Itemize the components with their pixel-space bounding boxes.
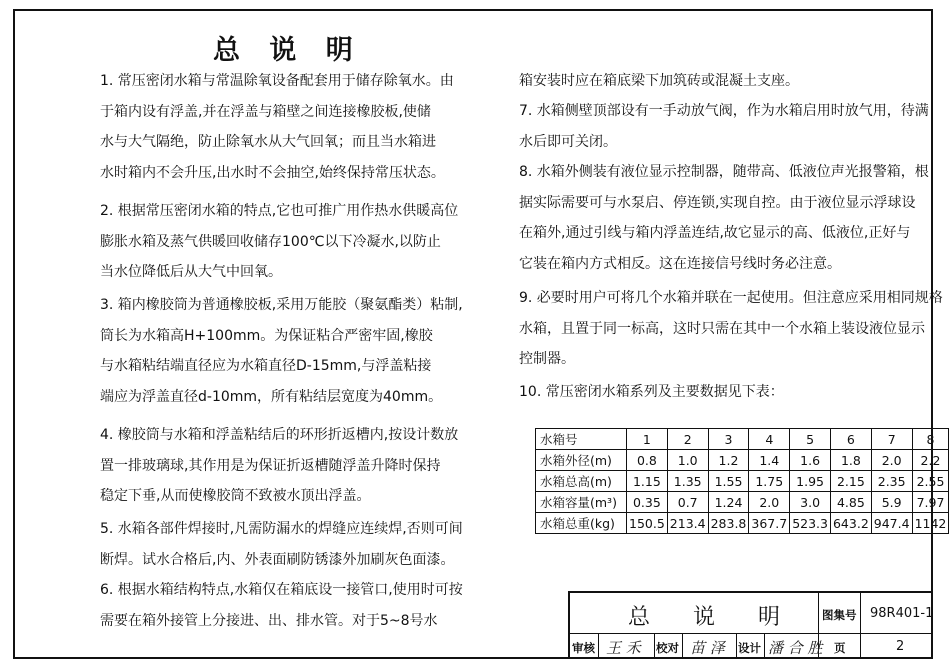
title-block-divider <box>598 634 599 659</box>
table-cell: 947.4 <box>871 513 912 534</box>
spec-table <box>535 428 949 534</box>
note-paragraph <box>100 420 458 512</box>
note-line: 在箱外,通过引线与箱内浮盖连结,故它显示的高、低液位,正好与 <box>519 225 911 241</box>
note-line: 7. 水箱侧壁顶部设有一手动放气阀，作为水箱启用时放气用，待满 <box>519 103 929 119</box>
table-cell: 0.8 <box>627 450 668 471</box>
note-line: 4. 橡胶筒与水箱和浮盖粘结后的环形折返槽内,按设计数放 <box>100 427 459 443</box>
table-header-row <box>536 429 949 450</box>
check-signature: 苗 泽 <box>690 639 725 657</box>
note-line: 据实际需要可与水泵启、停连锁,实现自控。由于液位显示浮球设 <box>519 194 916 211</box>
title-block-divider <box>736 634 737 659</box>
note-line: 它装在箱内方式相反。这在连接信号线时务必注意。 <box>519 255 841 272</box>
note-line: 水时箱内不会升压,出水时不会抽空,始终保持常压状态。 <box>100 164 445 181</box>
atlas-number: 98R401-1 <box>870 606 934 621</box>
table-row-label: 水箱外径(m) <box>536 450 627 471</box>
table-cell: 7.97 <box>912 492 949 513</box>
table-col-header: 7 <box>871 429 912 450</box>
table-cell: 2.55 <box>912 471 949 492</box>
table-cell: 2.0 <box>871 450 912 471</box>
table-col-header: 8 <box>912 429 949 450</box>
note-line: 3. 箱内橡胶筒为普通橡胶板,采用万能胶（聚氨酯类）粘制, <box>100 297 463 313</box>
table-cell: 1.75 <box>749 471 790 492</box>
check-label: 校对 <box>656 641 679 655</box>
page-label: 页 <box>834 641 846 655</box>
note-line: 端应为浮盖直径d-10mm，所有粘结层宽度为40mm。 <box>100 388 443 405</box>
table-cell: 283.8 <box>708 513 749 534</box>
note-line: 当水位降低后从大气中回氧。 <box>100 264 282 280</box>
table-cell: 367.7 <box>749 513 790 534</box>
title-block-divider <box>860 593 861 659</box>
table-cell: 4.85 <box>830 492 871 513</box>
note-line: 5. 水箱各部件焊接时,凡需防漏水的焊缝应连续焊,否则可间 <box>100 521 463 537</box>
note-line: 膨胀水箱及蒸气供暖回收储存100℃以下冷凝水,以防止 <box>100 233 441 250</box>
table-col-header: 2 <box>667 429 708 450</box>
table-cell: 150.5 <box>627 513 668 534</box>
title-block-divider <box>570 633 933 634</box>
design-signature: 潘 合 胜 <box>768 639 823 657</box>
note-line: 需要在箱外接管上分接进、出、排水管。对于5~8号水 <box>100 612 438 629</box>
note-paragraph <box>100 196 458 288</box>
title-block-divider <box>654 634 655 659</box>
table-cell: 1.55 <box>708 471 749 492</box>
note-line: 6. 根据水箱结构特点,水箱仅在箱底设一接管口,使用时可按 <box>100 582 463 598</box>
table-cell: 1.95 <box>790 471 831 492</box>
table-col-header: 6 <box>830 429 871 450</box>
table-row-label: 水箱总重(kg) <box>536 513 627 534</box>
table-row <box>536 513 949 534</box>
note-paragraph <box>519 283 943 375</box>
note-line: 水后即可关闭。 <box>519 133 617 150</box>
note-line: 9. 必要时用户可将几个水箱并联在一起使用。但注意应采用相同规格 <box>519 290 943 306</box>
note-line: 1. 常压密闭水箱与常温除氧设备配套用于储存除氧水。由 <box>100 73 454 89</box>
note-paragraph <box>100 290 463 412</box>
table-cell: 523.3 <box>790 513 831 534</box>
table-row <box>536 471 949 492</box>
table-cell: 213.4 <box>667 513 708 534</box>
table-cell: 1.2 <box>708 450 749 471</box>
note-paragraph <box>519 377 784 408</box>
note-paragraph <box>100 514 463 575</box>
note-line: 箱安装时应在箱底梁下加筑砖或混凝土支座。 <box>519 73 799 89</box>
table-col-header: 5 <box>790 429 831 450</box>
note-line: 置一排玻璃球,其作用是为保证折返槽随浮盖升降时保持 <box>100 457 441 474</box>
design-label: 设计 <box>738 641 761 655</box>
table-cell: 2.15 <box>830 471 871 492</box>
note-line: 筒长为水箱高H+100mm。为保证粘合严密牢固,橡胶 <box>100 327 433 344</box>
table-cell: 0.35 <box>627 492 668 513</box>
title-block-divider <box>682 634 683 659</box>
table-cell: 2.0 <box>749 492 790 513</box>
table-col-header: 1 <box>627 429 668 450</box>
note-paragraph <box>519 96 929 157</box>
note-line: 水箱，且置于同一标高，这时只需在其中一个水箱上装设液位显示 <box>519 320 925 337</box>
note-line: 10. 常压密闭水箱系列及主要数据见下表： <box>519 384 784 400</box>
table-cell: 2.2 <box>912 450 949 471</box>
note-line: 与水箱粘结端直径应为水箱直径D-15mm,与浮盖粘接 <box>100 358 432 374</box>
note-paragraph <box>519 157 929 279</box>
table-cell: 1.0 <box>667 450 708 471</box>
table-cell: 1.24 <box>708 492 749 513</box>
note-line: 控制器。 <box>519 351 575 367</box>
page-title: 总 说 明 <box>213 35 363 66</box>
note-paragraph <box>100 66 454 188</box>
table-row-label: 水箱总高(m) <box>536 471 627 492</box>
note-line: 断焊。试水合格后,内、外表面刷防锈漆外加刷灰色面漆。 <box>100 551 455 568</box>
note-paragraph <box>519 66 799 97</box>
table-col-header: 3 <box>708 429 749 450</box>
table-cell: 1.35 <box>667 471 708 492</box>
table-cell: 0.7 <box>667 492 708 513</box>
note-line: 稳定下垂,从而使橡胶筒不致被水顶出浮盖。 <box>100 488 371 504</box>
table-cell: 1.15 <box>627 471 668 492</box>
title-block-divider <box>764 634 765 659</box>
table-row <box>536 492 949 513</box>
note-line: 于箱内设有浮盖,并在浮盖与箱壁之间连接橡胶板,使储 <box>100 103 431 120</box>
table-cell: 5.9 <box>871 492 912 513</box>
page-number: 2 <box>896 639 905 654</box>
title-block <box>568 591 933 659</box>
note-line: 2. 根据常压密闭水箱的特点,它也可推广用作热水供暖高位 <box>100 203 459 219</box>
table-cell: 1142 <box>912 513 949 534</box>
table-cell: 1.6 <box>790 450 831 471</box>
title-block-title: 总 说 明 <box>628 605 798 630</box>
table-cell: 1.4 <box>749 450 790 471</box>
review-label: 审核 <box>572 641 595 655</box>
table-col-header: 4 <box>749 429 790 450</box>
table-header-label: 水箱号 <box>536 429 627 450</box>
table-cell: 643.2 <box>830 513 871 534</box>
note-line: 水与大气隔绝，防止除氧水从大气回氧；而且当水箱进 <box>100 134 436 150</box>
table-row-label: 水箱容量(m³) <box>536 492 627 513</box>
note-paragraph <box>100 575 463 636</box>
note-line: 8. 水箱外侧装有液位显示控制器，随带高、低液位声光报警箱，根 <box>519 164 929 180</box>
review-signature: 王 禾 <box>606 639 641 657</box>
atlas-label: 图集号 <box>822 608 857 622</box>
table-cell: 1.8 <box>830 450 871 471</box>
table-cell: 2.35 <box>871 471 912 492</box>
table-row <box>536 450 949 471</box>
table-cell: 3.0 <box>790 492 831 513</box>
